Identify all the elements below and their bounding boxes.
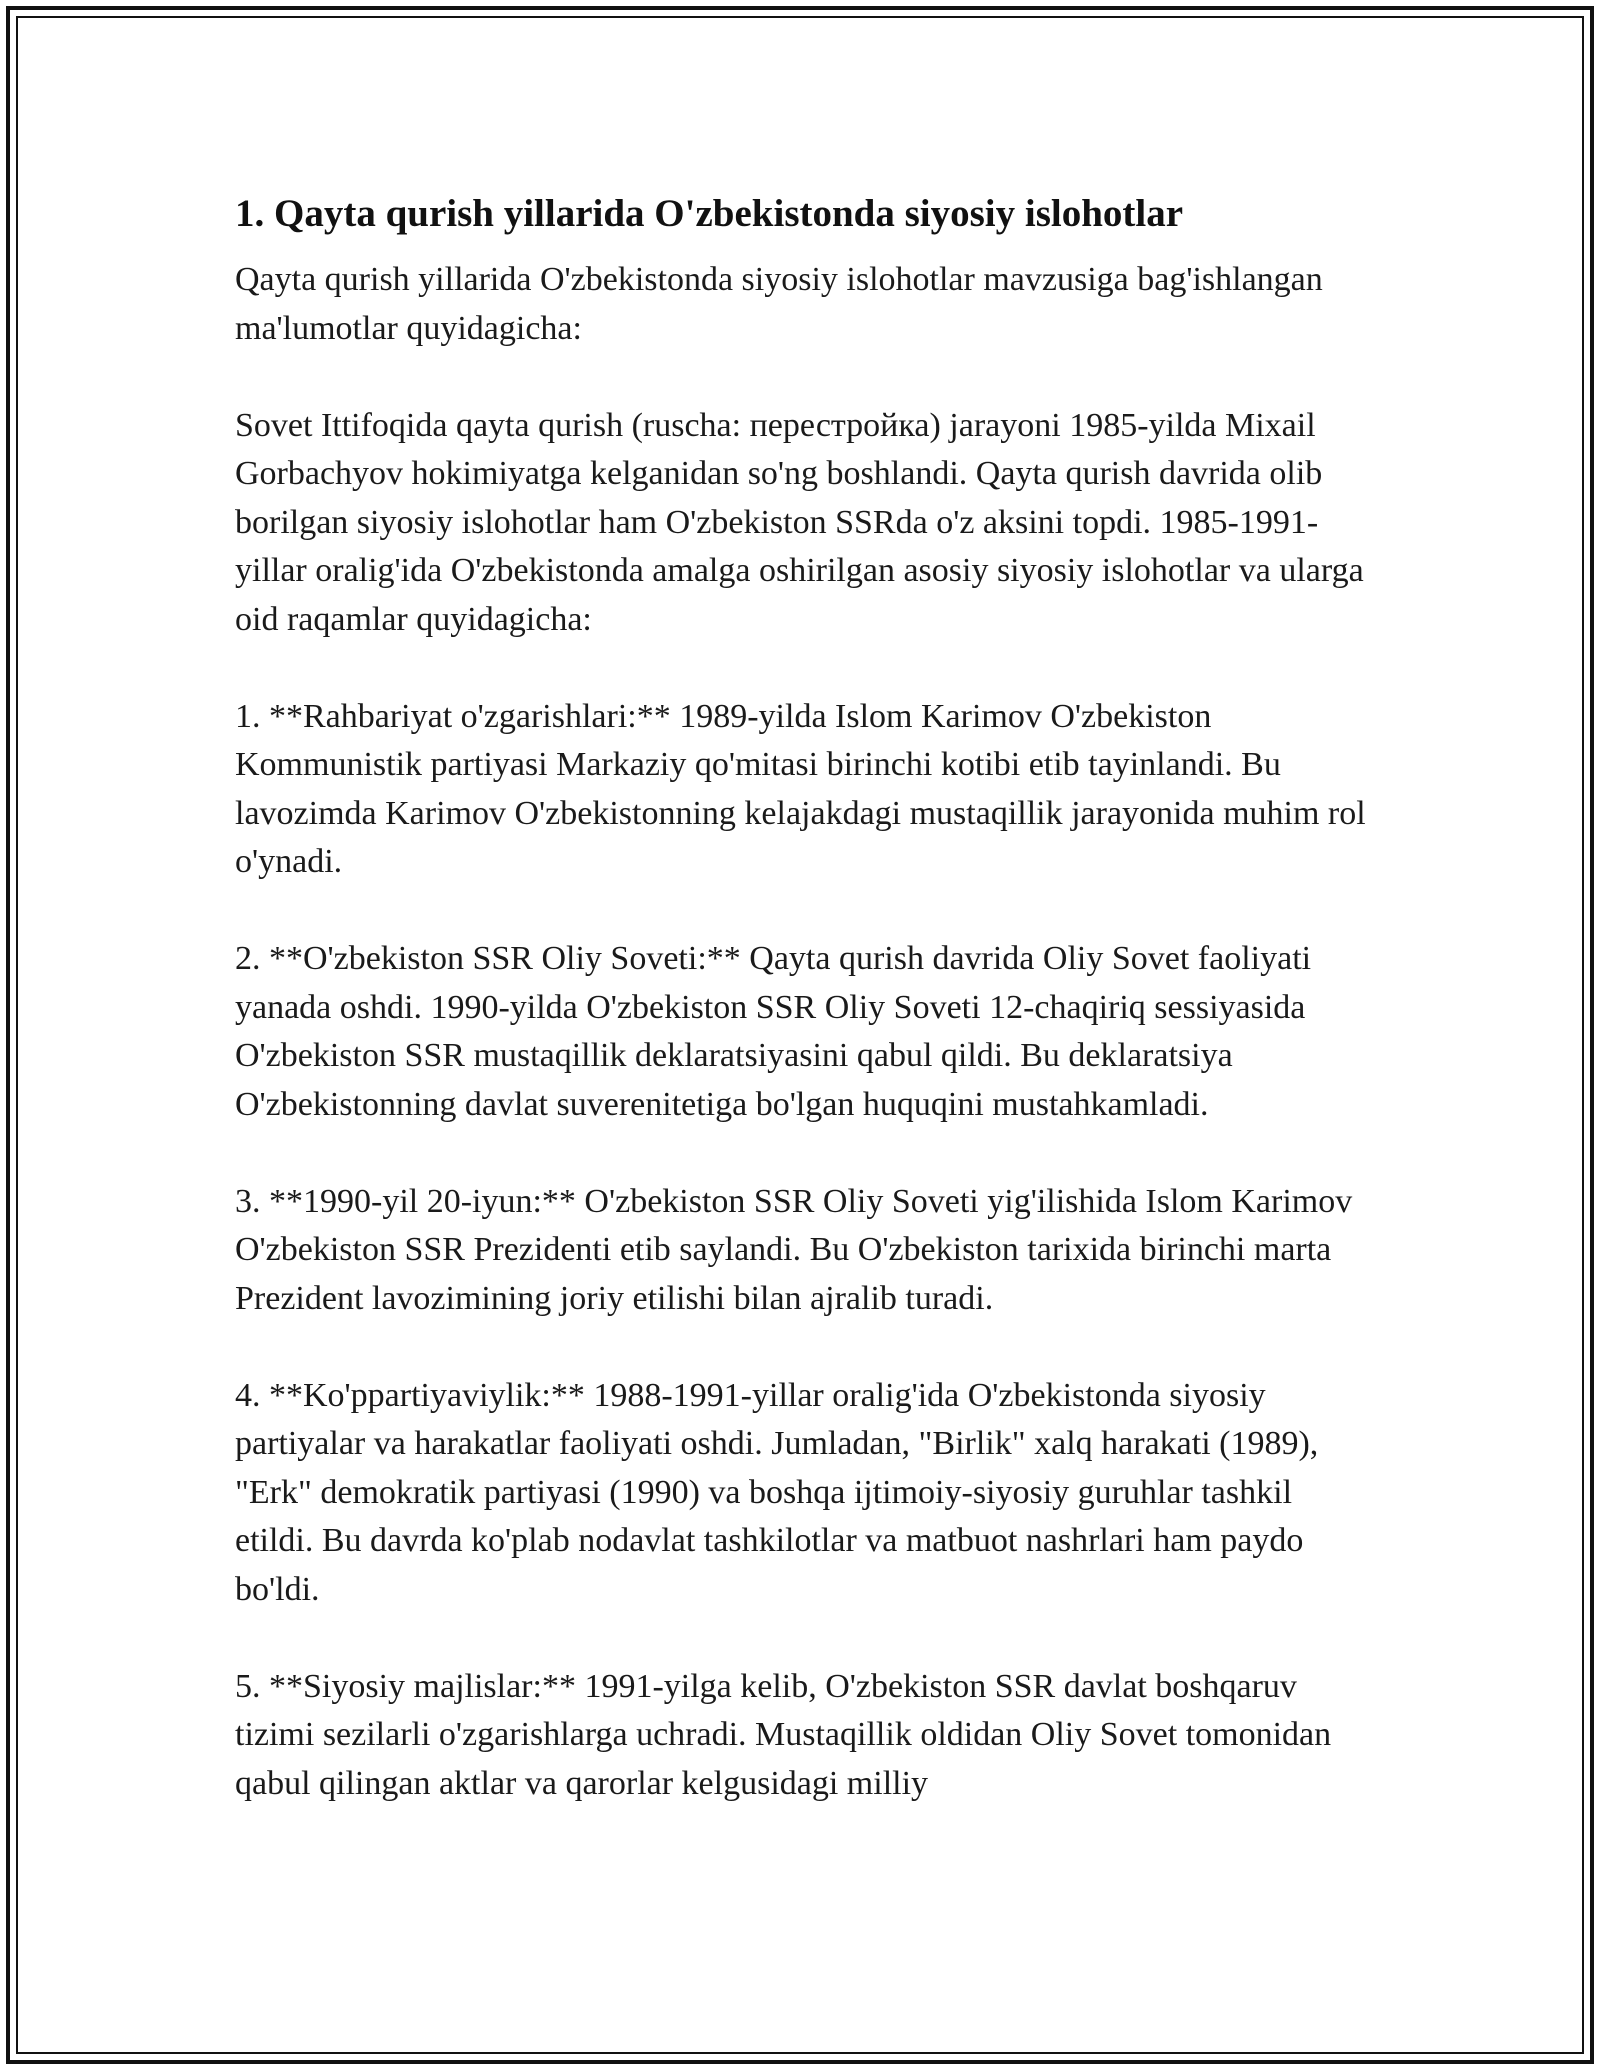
list-item-leadership: 1. **Rahbariyat o'zgarishlari:** 1989-yilda Islom Karimov O'zbekiston Kommunistik partiyasi Markaziy qo'mitasi birinchi kotibi etib tayinlandi. Bu lavozimda Karimov O'zbekistonning kelajakdagi mustaqillik jarayonida muhim rol o'ynadi. [235,697,1366,880]
intro-paragraph: Qayta qurish yillarida O'zbekistonda siyosiy islohotlar mavzusiga bag'ishlangan ma'lumotlar quyidagicha: [235,261,1323,347]
document-title: 1. Qayta qurish yillarida O'zbekistonda siyosiy islohotlar [235,192,1184,235]
list-item-political-sessions: 5. **Siyosiy majlislar:** 1991-yilga kelib, O'zbekiston SSR davlat boshqaruv tizimi sezilarli o'zgarishlarga uchradi. Mustaqillik oldidan Oliy Sovet tomonidan qabul qilingan aktlar va qarorlar kelgusidagi milliy [235,1667,1332,1802]
list-item-multiparty: 4. **Ko'ppartiyaviylik:** 1988-1991-yillar oralig'ida O'zbekistonda siyosiy partiyalar va harakatlar faoliyati oshdi. Jumladan, "Birlik" xalq harakati (1989), "Erk" demokratik partiyasi (1990) va boshqa ijtimoiy-siyosiy guruhlar tashkil etildi. Bu davrda ko'plab nodavlat tashkilotlar va matbuot nashrlari ham paydo bo'ldi. [235,1376,1319,1608]
background-paragraph: Sovet Ittifoqida qayta qurish (ruscha: перестройка) jarayoni 1985-yilda Mixail Gorbachyov hokimiyatga kelganidan so'ng boshlandi. Qayta qurish davrida olib borilgan siyosiy islohotlar ham O'zbekiston SSRda o'z aksini topdi. 1985-1991-yillar oralig'ida O'zbekistonda amalga oshirilgan asosiy siyosiy islohotlar va ularga oid raqamlar quyidagicha: [235,406,1364,638]
list-item-supreme-soviet: 2. **O'zbekiston SSR Oliy Soveti:** Qayta qurish davrida Oliy Sovet faoliyati yanada oshdi. 1990-yilda O'zbekiston SSR Oliy Soveti 12-chaqiriq sessiyasida O'zbekiston SSR mustaqillik deklaratsiyasini qabul qildi. Bu deklaratsiya O'zbekistonning davlat suverenitetiga bo'lgan huquqini mustahkamladi. [235,940,1312,1123]
list-item-june-1990: 3. **1990-yil 20-iyun:** O'zbekiston SSR Oliy Soveti yig'ilishida Islom Karimov O'zbekiston SSR Prezidenti etib saylandi. Bu O'zbekiston tarixida birinchi marta Prezident lavozimining joriy etilishi bilan ajralib turadi. [235,1182,1353,1317]
document-body [235,186,1375,1857]
